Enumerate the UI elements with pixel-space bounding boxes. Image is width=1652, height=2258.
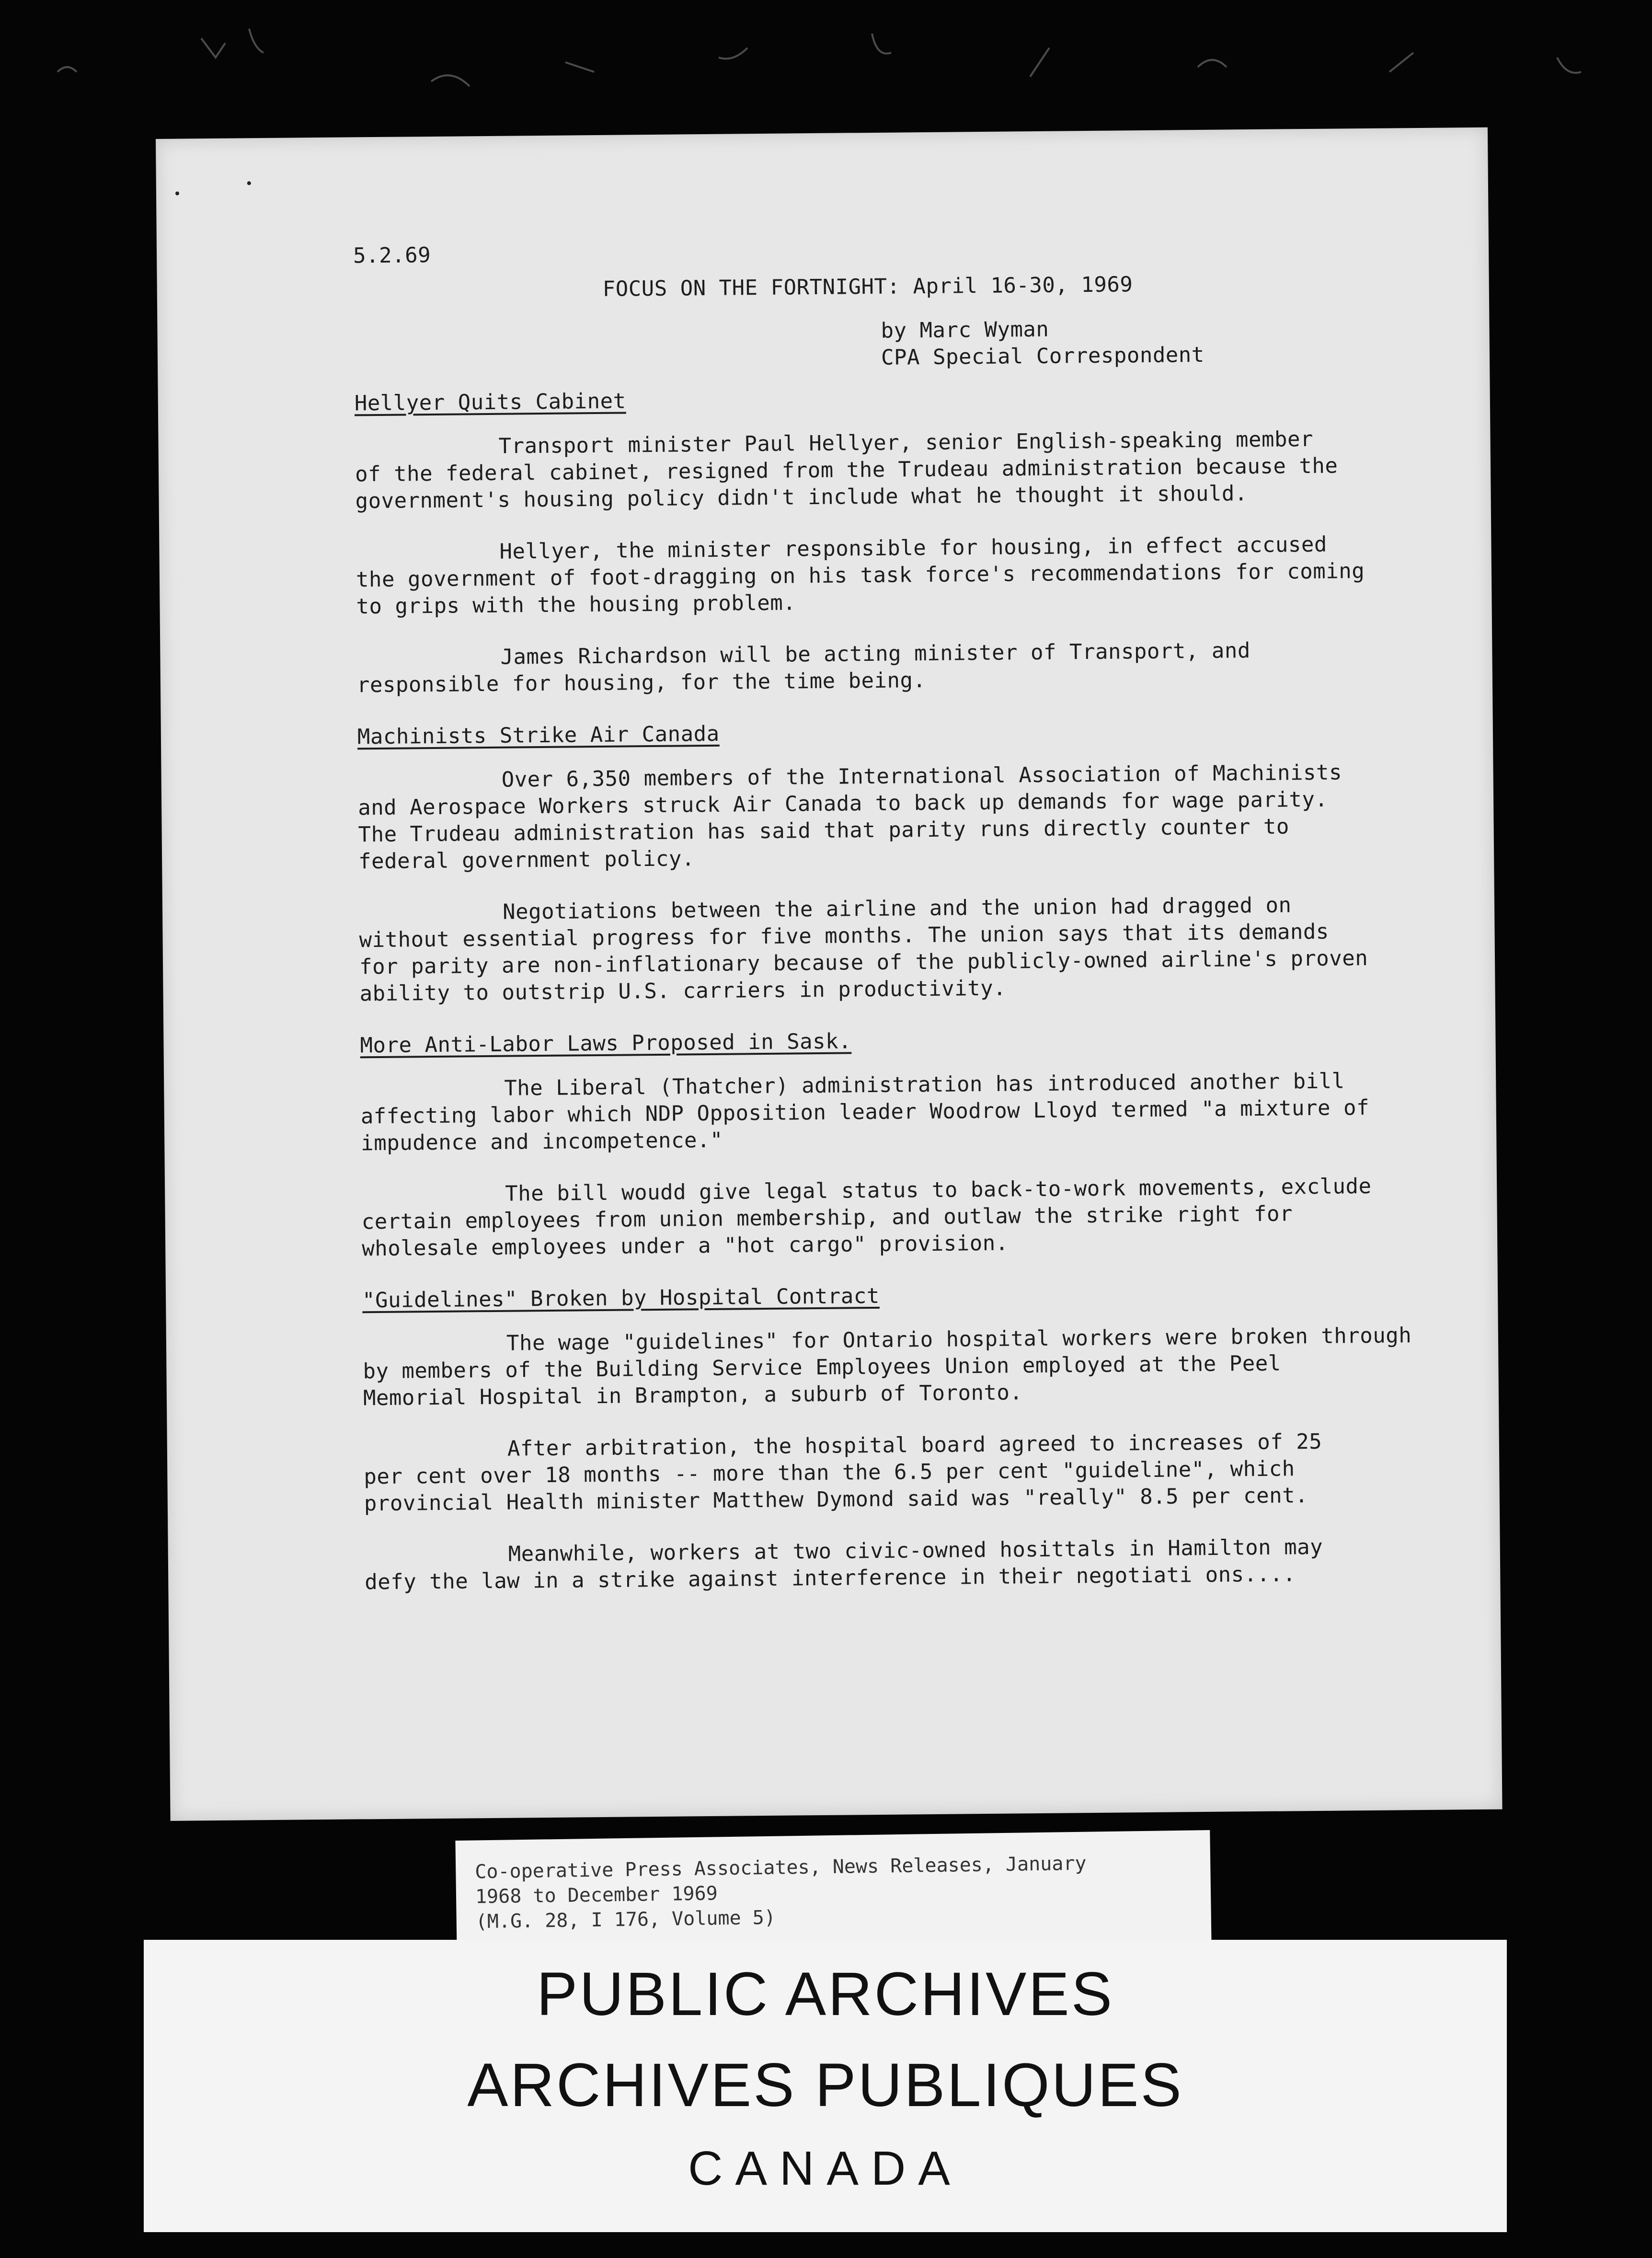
paragraph: Meanwhile, workers at two civic-owned hosittals in Hamilton may defy the law in a strike against interference in their negotiati ons.... [365,1534,1323,1595]
paragraph: The bill woudd give legal status to back-to-work movements, exclude certain employees from union membership, and outlaw the strike right for wholesale employees under a "hot cargo" provision. [361,1174,1372,1261]
document-title: FOCUS ON THE FORTNIGHT: April 16-30, 1969 [602,272,1133,301]
catalog-card [455,1830,1211,1956]
paragraph: Negotiations between the airline and the union had dragged on without essential progress for five months. The union says that its demands for parity are non-inflationary because of the publicly-owned airline's proven ability to outstrip U.S. carriers in productivity. [359,893,1368,1006]
section-machinists [357,714,1443,1008]
section-sask [360,1023,1445,1263]
page-speck [175,192,179,196]
document-number: 5.2.69 [353,243,431,268]
paragraph: Over 6,350 members of the International Association of Machinists and Aerospace Workers struck Air Canada to back up demands for wage parity. The Trudeau administration has said that parity runs directly counter to federal government policy. [357,760,1342,874]
archive-label-country: CANADA [688,2142,963,2195]
film-scratch-marks [0,0,1652,144]
document-body [353,233,1448,1621]
archive-label-french: ARCHIVES PUBLIQUES [467,2051,1183,2120]
page-speck [247,181,251,185]
paragraph: The wage "guidelines" for Ontario hospital workers were broken through by members of the Building Service Employees Union employed at the Peel Memorial Hospital in Brampton, a suburb of Toronto. [363,1323,1412,1411]
archive-label [144,1940,1507,2232]
archive-label-english: PUBLIC ARCHIVES [536,1960,1114,2028]
paragraph: The Liberal (Thatcher) administration has introduced another bill affecting labor which NDP Opposition leader Woodrow Lloyd termed "a mixture of impudence and incompetence." [360,1069,1370,1156]
section-heading: Hellyer Quits Cabinet [354,389,626,416]
paragraph: Hellyer, the minister responsible for housing, in effect accused the government of foot-dragging on his task force's recommendations for coming to grips with the housing problem. [356,532,1365,619]
document-page [156,127,1503,1821]
section-hellyer [355,381,1440,699]
section-heading: More Anti-Labor Laws Proposed in Sask. [360,1029,852,1058]
section-heading: Machinists Strike Air Canada [357,721,720,749]
paragraph: James Richardson will be acting minister of Transport, and responsible for housing, for the time being. [356,638,1251,698]
byline [354,313,1437,376]
byline-role: CPA Special Correspondent [881,342,1205,370]
catalog-line-3: (M.G. 28, I 176, Volume 5) [475,1906,776,1933]
paragraph: After arbitration, the hospital board agreed to increases of 25 per cent over 18 months -- more than the 6.5 per cent "guideline", which provincial Health minister Matthew Dymond said was "really" 8.5 per cent. [364,1429,1322,1516]
section-heading: "Guidelines" Broken by Hospital Contract [362,1283,880,1313]
paragraph: Transport minister Paul Hellyer, senior English-speaking member of the federal cabinet, resigned from the Trudeau administration because the government's housing policy didn't include what he thought it should. [355,426,1338,514]
section-guidelines [362,1278,1448,1596]
byline-author: by Marc Wyman [881,317,1049,343]
catalog-line-2: 1968 to December 1969 [475,1882,718,1908]
catalog-line-1: Co-operative Press Associates, News Releases, January [474,1852,1087,1883]
